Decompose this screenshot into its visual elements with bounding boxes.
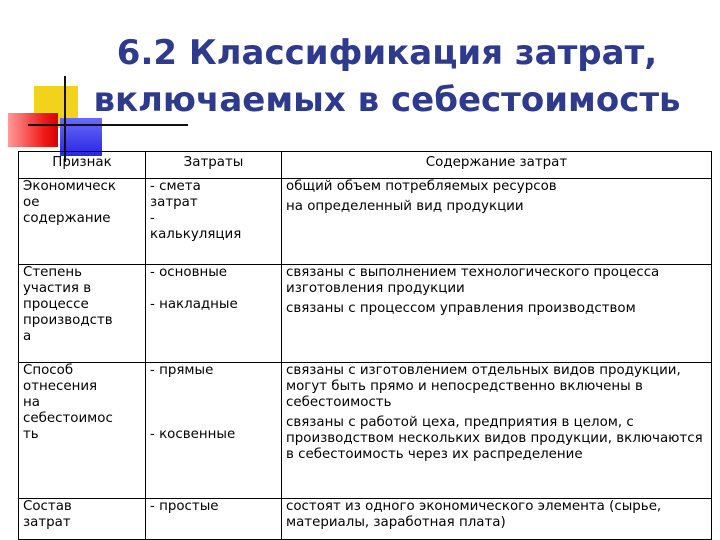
row-costs-text: - основные - накладные bbox=[150, 265, 238, 312]
cost-classification-table bbox=[18, 151, 712, 540]
table-header-row bbox=[19, 152, 712, 179]
row-costs bbox=[146, 499, 282, 540]
table-row bbox=[19, 499, 712, 540]
table-row bbox=[19, 179, 712, 265]
row-content-text-2: на определенный вид продукции bbox=[286, 199, 524, 214]
row-content bbox=[282, 265, 712, 363]
row-content-text-2: связаны с процессом управления производством bbox=[286, 301, 636, 316]
slide-title-line-2: включаемых в себестоимость bbox=[93, 80, 681, 120]
row-feature bbox=[19, 265, 146, 363]
decorative-red-square bbox=[8, 113, 58, 147]
row-content bbox=[282, 363, 712, 499]
row-feature-text: Способ отнесения на себестоимос ть bbox=[23, 363, 113, 442]
row-costs bbox=[146, 363, 282, 499]
row-feature bbox=[19, 499, 146, 540]
row-feature-text: Экономическ ое содержание bbox=[23, 179, 116, 226]
row-costs-text: - смета затрат - калькуляция bbox=[150, 179, 242, 242]
row-content bbox=[282, 499, 712, 540]
decorative-horizontal-line bbox=[28, 124, 188, 126]
row-costs-text: - прямые - косвенные bbox=[150, 363, 236, 442]
row-content-text-1: связаны с выполнением технологического процесса изготовления продукции bbox=[286, 265, 660, 296]
row-feature bbox=[19, 179, 146, 265]
row-feature-text: Степень участия в процессе производств а bbox=[23, 265, 113, 344]
row-costs bbox=[146, 265, 282, 363]
row-content-text-1: состоят из одного экономического элемента (сырье, материалы, заработная плата) bbox=[286, 499, 662, 530]
header-costs: Затраты bbox=[146, 152, 282, 179]
header-feature: Признак bbox=[19, 152, 146, 179]
row-feature-text: Состав затрат bbox=[23, 499, 72, 530]
row-feature bbox=[19, 363, 146, 499]
row-content-text-1: общий объем потребляемых ресурсов bbox=[286, 179, 557, 194]
row-content-text-2: связаны с работой цеха, предприятия в целом, с производством нескольких видов продукции, включаются в себестоимость через их распределение bbox=[286, 415, 703, 462]
header-content: Содержание затрат bbox=[282, 152, 712, 179]
table-row bbox=[19, 265, 712, 363]
row-content-text-1: связаны с изготовлением отдельных видов продукции, могут быть прямо и непосредственно включены в себестоимость bbox=[286, 363, 681, 410]
slide-title-line-1: 6.2 Классификация затрат, bbox=[116, 33, 658, 73]
row-content bbox=[282, 179, 712, 265]
slide-title bbox=[62, 30, 712, 124]
row-costs bbox=[146, 179, 282, 265]
row-costs-text: - простые bbox=[150, 499, 219, 514]
table-row bbox=[19, 363, 712, 499]
